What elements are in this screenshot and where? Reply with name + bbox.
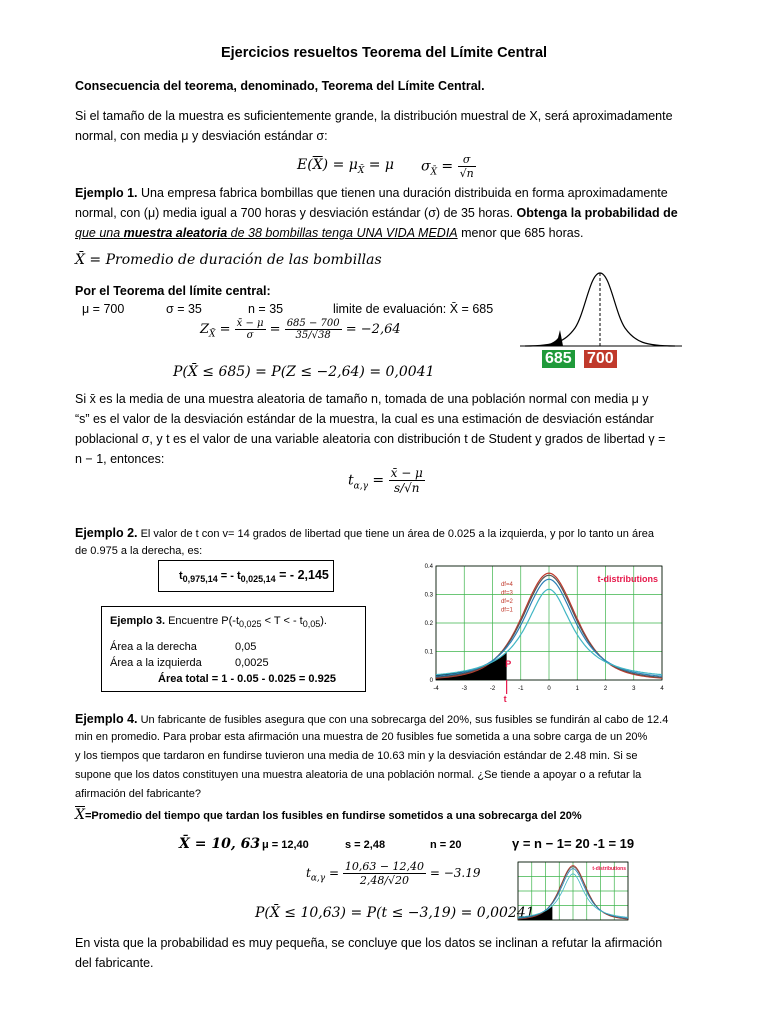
legend-df=2: df=2 bbox=[500, 599, 513, 606]
conclusion-line-1: En vista que la probabilidad es muy pequeña, se concluye que los datos se inclinan a refutar la afirmación bbox=[75, 936, 663, 950]
legend-df=4: df=4 bbox=[500, 581, 513, 588]
ej2-line-1: Ejemplo 2. El valor de t con v= 14 grados de libertad que tiene un área de 0.025 a la izquierda, y por lo tanto un área bbox=[75, 526, 654, 540]
x-tick-label: -3 bbox=[461, 686, 467, 692]
legend-df=3: df=3 bbox=[500, 590, 513, 597]
ej4-mu: μ = 12,40 bbox=[262, 839, 309, 851]
ej4-gamma: γ = n − 1= 20 -1 = 19 bbox=[512, 836, 635, 851]
ej2-line-2: de 0.975 a la derecha, es: bbox=[75, 545, 203, 557]
intro-line-2: normal, con media μ y desviación estándar σ: bbox=[75, 129, 328, 143]
ej3-total: Área total = 1 - 0.05 - 0.025 = 0.925 bbox=[158, 673, 336, 685]
shaded-label: P bbox=[505, 659, 512, 670]
ej3-right-label: Área a la derecha bbox=[110, 641, 197, 653]
ej1-theorem: Por el Teorema del límite central: bbox=[75, 284, 271, 298]
ej1-probability: P(X̄ ≤ 685) = P(Z ≤ −2,64) = 0,0041 bbox=[173, 364, 435, 380]
ej4-s: s = 2,48 bbox=[345, 839, 386, 851]
ej4-line-2: min en promedio. Para probar esta afirmación una muestra de 20 fusibles fue sometida a una sobre carga de un 20% bbox=[75, 731, 648, 743]
t-formula: $t_{\alpha,\gamma}$ = $\frac{x̄ - \mu}{s/√n}$ bbox=[348, 466, 423, 495]
ej4-line-3: y los tiempos que tardaron en fundirse tuvieron una media de 10.63 min y la desviación estándar de 2.48 min. Si se bbox=[75, 750, 638, 762]
ej2-result: $t_{0,975,14}$ = - $t_{0,025,14}$ = - 2,145 bbox=[179, 568, 329, 585]
ej1-xbar-definition: X̄ = Promedio de duración de las bombillas bbox=[75, 252, 382, 268]
ej1-line-1: Ejemplo 1. Una empresa fabrica bombillas que tienen una duración distribuida en forma aproximadamente bbox=[75, 186, 668, 200]
ej4-xbar-definition: $\overline{X}=Promedio$ del tiempo que tardan los fusibles en fundirse sometidos a una sobrecarga del 20% bbox=[75, 807, 582, 823]
label-700: 700 bbox=[584, 350, 617, 368]
y-tick-label: 0 bbox=[429, 678, 433, 684]
x-tick-label: -1 bbox=[518, 686, 524, 692]
page-title: Ejercicios resueltos Teorema del Límite Central bbox=[220, 45, 548, 61]
ej1-z-formula: $Z_{X̄}$ = $\frac{x̄ - \mu}{\sigma}$ = $\frac{685 - 700}{35/√38}$ = −2,64 bbox=[200, 318, 401, 341]
ej4-t-formula: $t_{\alpha,\gamma}$ = $\frac{10,63 - 12,40}{2,48/√20}$ = −3.19 bbox=[306, 860, 481, 887]
legend-df=1: df=1 bbox=[500, 607, 513, 614]
x-tick-label: 1 bbox=[575, 686, 579, 692]
ej3-question: Ejemplo 3. Encuentre $P(-t_{0,025} < T$ < - $t_{0,05}$). bbox=[110, 615, 327, 630]
ej1-line-3: que una muestra aleatoria de 38 bombillas tenga UNA VIDA MEDIA menor que 685 horas. bbox=[75, 226, 584, 240]
ej1-limit: limite de evaluación: X̄ = 685 bbox=[333, 302, 494, 316]
student-line-3: poblacional σ, y t es el valor de una variable aleatoria con distribución t de Student y grados de libertad γ = bbox=[75, 432, 666, 446]
consequence-heading: Consecuencia del teorema, denominado, Teorema del Límite Central. bbox=[75, 79, 485, 93]
y-tick-label: 0.3 bbox=[424, 592, 433, 599]
t-distribution-chart-small bbox=[512, 858, 632, 926]
sd-formula: $\sigma_{X̄}$ = $\frac{\sigma}{√n}$ bbox=[421, 153, 474, 180]
chart-title: t-distributions bbox=[597, 574, 658, 584]
ej1-mu: μ = 700 bbox=[82, 302, 125, 316]
mean-formula: $E(\overline{X}) = \mu_{X̄} = \mu$ bbox=[297, 157, 395, 176]
y-tick-label: 0.1 bbox=[424, 649, 433, 656]
ej1-line-2: normal, con (μ) media igual a 700 horas y desviación estándar (σ) de 35 horas. Obtenga la probabilidad de bbox=[75, 206, 678, 220]
t-marker-label: t bbox=[503, 694, 507, 704]
ej4-n: n = 20 bbox=[430, 839, 462, 851]
label-685: 685 bbox=[542, 350, 575, 368]
x-tick-label: -2 bbox=[489, 686, 496, 692]
x-tick-label: -4 bbox=[433, 686, 439, 692]
x-tick-label: 3 bbox=[632, 686, 636, 692]
ej2-result-box bbox=[158, 560, 334, 592]
y-tick-label: 0.4 bbox=[424, 564, 433, 570]
ej3-box bbox=[101, 606, 366, 692]
student-line-4: n − 1, entonces: bbox=[75, 452, 165, 466]
ej1-sigma: σ = 35 bbox=[166, 302, 202, 316]
student-line-1: Si x̄ es la media de una muestra aleatoria de tamaño n, tomada de una población normal con media μ y bbox=[75, 392, 649, 406]
ej3-left-value: 0,0025 bbox=[235, 657, 269, 669]
ej3-left-label: Área a la izquierda bbox=[110, 657, 202, 669]
ej4-line-4: supone que los datos constituyen una muestra aleatoria de una población normal. ¿Se tiende a apoyar o a refutar la bbox=[75, 769, 642, 781]
ej4-line-1: Ejemplo 4. Un fabricante de fusibles asegura que con una sobrecarga del 20%, sus fusibles se fundirán al cabo de 12.4 bbox=[75, 712, 669, 726]
x-tick-label: 4 bbox=[660, 686, 664, 692]
ej1-n: n = 35 bbox=[248, 302, 284, 316]
chart-title-small: t-distributions bbox=[592, 866, 626, 872]
student-line-2: “s” es el valor de la desviación estándar de la muestra, la cual es una estimación de desviación estándar bbox=[75, 412, 654, 426]
t-distribution-chart bbox=[414, 560, 670, 706]
conclusion-line-2: del fabricante. bbox=[75, 956, 154, 970]
ej3-right-value: 0,05 bbox=[235, 641, 257, 653]
x-tick-label: 2 bbox=[603, 686, 608, 692]
ej4-probability: P(X̄ ≤ 10,63) = P(t ≤ −3,19) = 0,00241 bbox=[255, 905, 535, 921]
ej4-xbar-value: X̄ = 10, 63 bbox=[179, 836, 261, 852]
x-tick-label: 0 bbox=[547, 686, 551, 692]
intro-line-1: Si el tamaño de la muestra es suficientemente grande, la distribución muestral de X, será aproximadamente bbox=[75, 109, 673, 123]
left-tail-shade bbox=[535, 330, 563, 346]
y-tick-label: 0.2 bbox=[424, 621, 433, 627]
ej4-line-5: afirmación del fabricante? bbox=[75, 788, 201, 800]
